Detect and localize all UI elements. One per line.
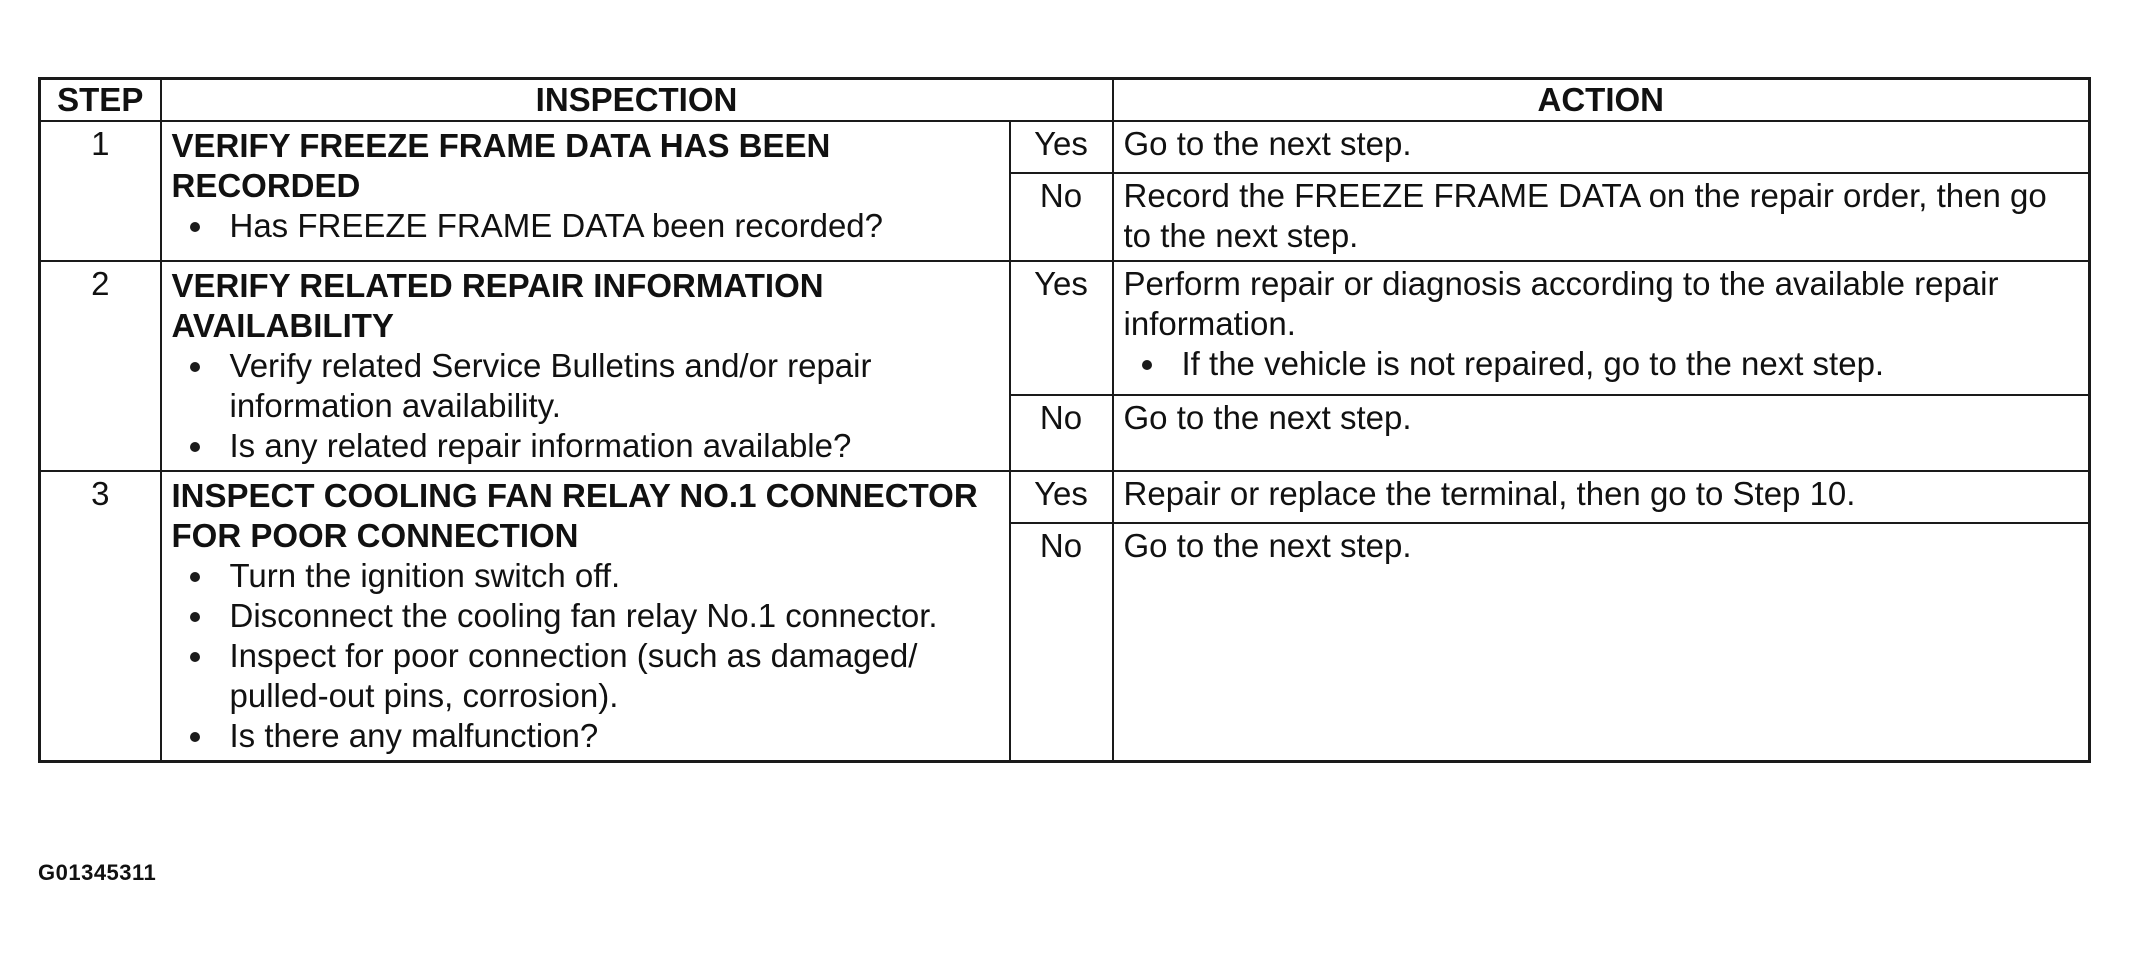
- bullet-item: Is any related repair information available?: [230, 426, 999, 466]
- inspection-cell: [161, 471, 1010, 762]
- inspection-title: VERIFY RELATED REPAIR INFORMATION AVAILABILITY: [171, 267, 824, 344]
- yes-label: Yes: [1010, 471, 1113, 523]
- step-number: 3: [40, 471, 161, 762]
- figure-id: G01345311: [38, 860, 157, 885]
- bullet-item: Verify related Service Bulletins and/or repair information availability.: [230, 346, 999, 426]
- action-text: Go to the next step.: [1123, 527, 1412, 564]
- action-text: Repair or replace the terminal, then go to Step 10.: [1123, 475, 1856, 512]
- inspection-cell: [161, 261, 1010, 471]
- inspection-bullets: [172, 346, 999, 466]
- no-action: [1113, 173, 2090, 261]
- header-inspection: INSPECTION: [161, 79, 1113, 122]
- yes-action: [1113, 121, 2090, 173]
- table-row: [40, 471, 2090, 523]
- inspection-title: VERIFY FREEZE FRAME DATA HAS BEEN RECORDED: [171, 127, 831, 204]
- inspection-title: INSPECT COOLING FAN RELAY NO.1 CONNECTOR FOR POOR CONNECTION: [171, 477, 978, 554]
- inspection-cell: [161, 121, 1010, 261]
- yes-action: [1113, 471, 2090, 523]
- no-label: No: [1010, 173, 1113, 261]
- bullet-item: Disconnect the cooling fan relay No.1 connector.: [230, 596, 999, 636]
- bullet-item: Has FREEZE FRAME DATA been recorded?: [230, 206, 999, 246]
- action-text: Go to the next step.: [1123, 399, 1412, 436]
- action-bullets: [1124, 344, 2079, 384]
- step-number: 2: [40, 261, 161, 471]
- bullet-item: Inspect for poor connection (such as damaged/ pulled-out pins, corrosion).: [230, 636, 999, 716]
- header-row: [40, 79, 2090, 122]
- diagnostic-table: [38, 77, 2091, 763]
- table-row: [40, 121, 2090, 173]
- no-action: [1113, 523, 2090, 762]
- header-action: ACTION: [1113, 79, 2090, 122]
- action-text: Perform repair or diagnosis according to the available repair information.: [1123, 265, 1999, 342]
- no-label: No: [1010, 395, 1113, 471]
- action-text: Go to the next step.: [1123, 125, 1412, 162]
- yes-label: Yes: [1010, 261, 1113, 395]
- bullet-item: Turn the ignition switch off.: [230, 556, 999, 596]
- yes-label: Yes: [1010, 121, 1113, 173]
- inspection-bullets: [172, 206, 999, 246]
- yes-action: [1113, 261, 2090, 395]
- step-number: 1: [40, 121, 161, 261]
- inspection-bullets: [172, 556, 999, 756]
- bullet-item: Is there any malfunction?: [230, 716, 999, 756]
- table-row: [40, 261, 2090, 395]
- no-label: No: [1010, 523, 1113, 762]
- action-text: Record the FREEZE FRAME DATA on the repair order, then go to the next step.: [1123, 177, 2047, 254]
- bullet-item: If the vehicle is not repaired, go to the next step.: [1182, 344, 2079, 384]
- no-action: [1113, 395, 2090, 471]
- header-step: STEP: [40, 79, 161, 122]
